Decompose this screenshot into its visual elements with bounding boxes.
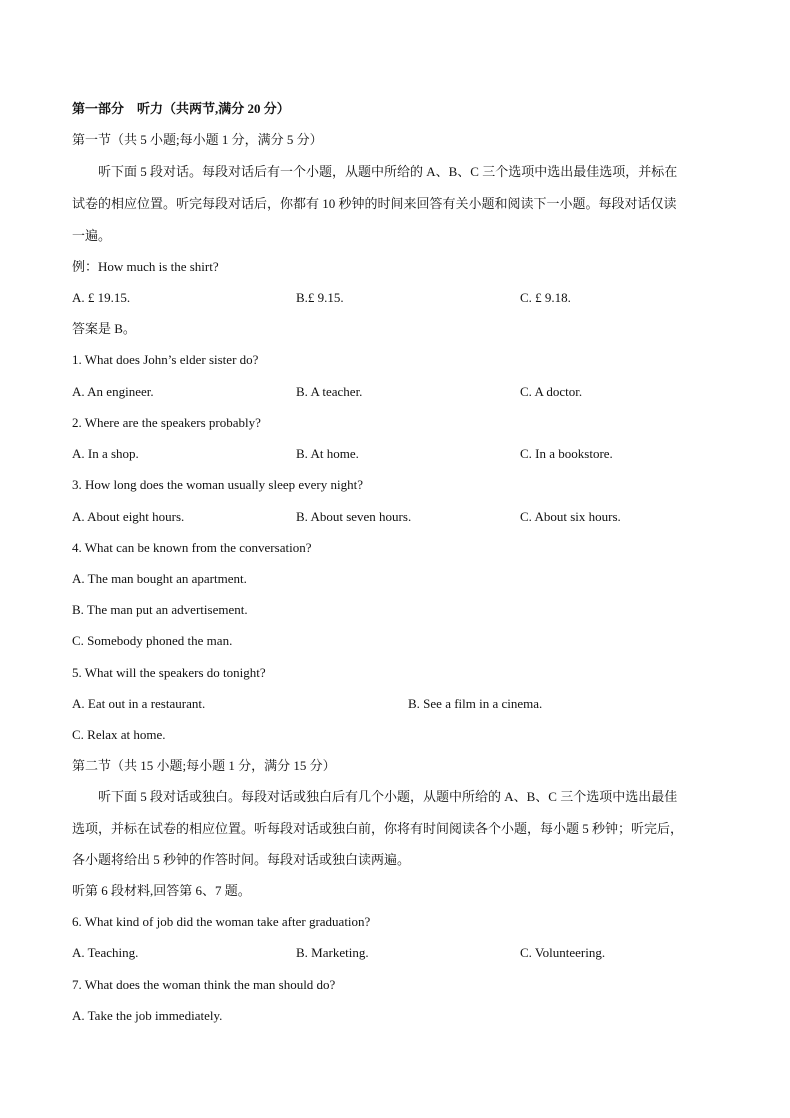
example-option-a: A. £ 19.15. [72,290,131,305]
question-7: 7. What does the woman think the man should do? [72,977,336,992]
section2-instructions-line1: 听下面 5 段对话或独白。每段对话或独白后有几个小题，从题中所给的 A、B、C 三个选项中选出最佳 [72,789,678,804]
question-6: 6. What kind of job did the woman take after graduation? [72,914,371,929]
section2-instructions-line3: 各小题将给出 5 秒钟的作答时间。每段对话或独白读两遍。 [72,852,411,867]
q3-option-a: A. About eight hours. [72,509,185,524]
q6-option-a: A. Teaching. [72,945,139,960]
section1-instructions-line3: 一遍。 [72,228,112,243]
q5-option-a: A. Eat out in a restaurant. [72,696,206,711]
question-5: 5. What will the speakers do tonight? [72,665,266,680]
question-2: 2. Where are the speakers probably? [72,415,261,430]
q4-option-b: B. The man put an advertisement. [72,602,248,617]
question-3: 3. How long does the woman usually sleep every night? [72,477,363,492]
example-option-b: B.£ 9.15. [296,290,344,305]
q6-option-b: B. Marketing. [296,945,369,960]
q1-option-b: B. A teacher. [296,384,363,399]
q3-option-b: B. About seven hours. [296,509,412,524]
q2-option-c: C. In a bookstore. [520,446,613,461]
example-question: 例：How much is the shirt? [72,259,219,274]
q2-option-b: B. At home. [296,446,359,461]
q1-option-a: A. An engineer. [72,384,154,399]
q3-option-c: C. About six hours. [520,509,621,524]
question-4: 4. What can be known from the conversation? [72,540,312,555]
section1-instructions-line1: 听下面 5 段对话。每段对话后有一个小题，从题中所给的 A、B、C 三个选项中选出最佳选项，并标在 [72,164,678,179]
q5-option-b: B. See a film in a cinema. [408,696,543,711]
section2-instructions-line2: 选项，并标在试卷的相应位置。听每段对话或独白前，你将有时间阅读各个小题，每小题 5 秒钟；听完后， [72,821,684,836]
example-option-c: C. £ 9.18. [520,290,571,305]
section2-title: 第二节（共 15 小题;每小题 1 分，满分 15 分） [72,758,336,773]
q4-option-a: A. The man bought an apartment. [72,571,247,586]
q7-option-a: A. Take the job immediately. [72,1008,223,1023]
q2-option-a: A. In a shop. [72,446,139,461]
section1-title: 第一节（共 5 小题;每小题 1 分，满分 5 分） [72,132,323,147]
section1-instructions-line2: 试卷的相应位置。听完每段对话后，你都有 10 秒钟的时间来回答有关小题和阅读下一小题。每段对话仅读 [72,196,677,211]
example-answer: 答案是 B。 [72,321,136,336]
q4-option-c: C. Somebody phoned the man. [72,633,233,648]
material-6-heading: 听第 6 段材料,回答第 6、7 题。 [72,883,251,898]
question-1: 1. What does John’s elder sister do? [72,352,259,367]
part-title: 第一部分 听力（共两节,满分 20 分） [72,101,290,116]
q6-option-c: C. Volunteering. [520,945,606,960]
q1-option-c: C. A doctor. [520,384,583,399]
q5-option-c: C. Relax at home. [72,727,166,742]
